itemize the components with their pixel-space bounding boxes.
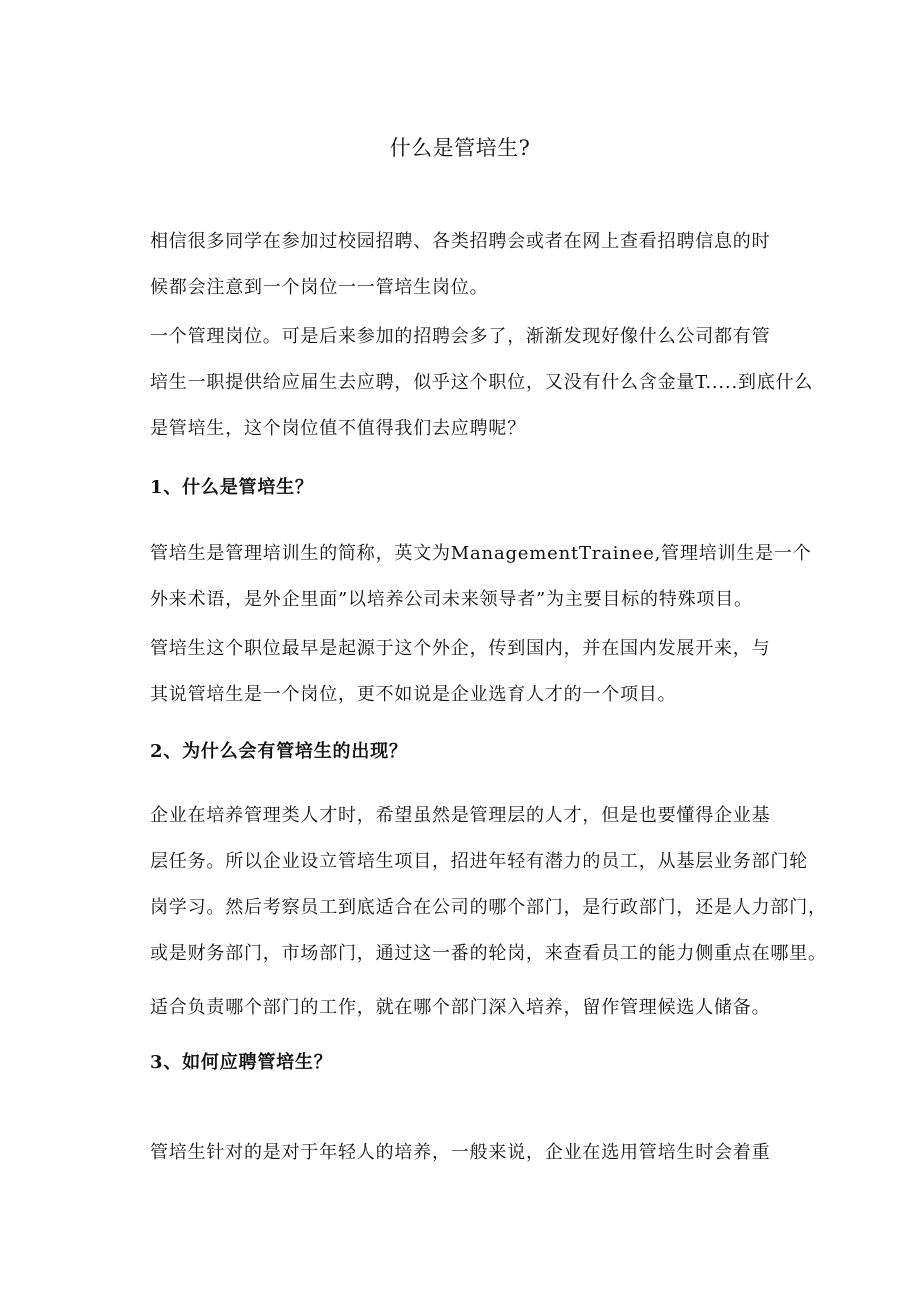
paragraph-line: 一个管理岗位。可是后来参加的招聘会多了，渐渐发现好像什么公司都有管	[150, 326, 771, 347]
document-title: 什么是管培生?	[389, 136, 531, 160]
paragraph-line: 岗学习。然后考察员工到底适合在公司的哪个部门，是行政部门，还是人力部门，	[150, 897, 827, 918]
paragraph-line: 或是财务部门，市场部门，通过这一番的轮岗，来查看员工的能力侧重点在哪里。	[150, 943, 827, 964]
section-3-heading: 3、如何应聘管培生？	[150, 1052, 333, 1073]
paragraph-line: 管培生针对的是对于年轻人的培养，一般来说，企业在选用管培生时会着重	[150, 1142, 771, 1163]
section-1-heading: 1、什么是管培生？	[150, 477, 314, 498]
section-1-paragraph-1	[150, 531, 820, 623]
paragraph-line: 管培生是管理培训生的简称，英文为ManagementTrainee,管理培训生是一个	[150, 543, 812, 564]
paragraph-line: 相信很多同学在参加过校园招聘、各类招聘会或者在网上查看招聘信息的时	[150, 231, 771, 252]
intro-paragraph-1	[150, 219, 820, 311]
section-2-paragraph-1	[150, 793, 827, 977]
paragraph-line: 管培生这个职位最早是起源于这个外企，传到国内，并在国内发展开来，与	[150, 638, 771, 659]
paragraph-line: 层任务。所以企业设立管培生项目，招进年轻有潜力的员工，从基层业务部门轮	[150, 851, 808, 872]
paragraph-line: 培生一职提供给应届生去应聘，似乎这个职位，又没有什么含金量T.....到底什么	[150, 372, 814, 393]
paragraph-line: 适合负责哪个部门的工作，就在哪个部门深入培养，留作管理候选人储备。	[150, 997, 771, 1018]
paragraph-line: 企业在培养管理类人才时，希望虽然是管理层的人才，但是也要懂得企业基	[150, 805, 771, 826]
paragraph-line: 候都会注意到一个岗位一一管培生岗位。	[150, 277, 489, 298]
section-2-paragraph-2	[150, 985, 820, 1031]
paragraph-line: 是管培生，这个岗位值不值得我们去应聘呢？	[150, 418, 526, 439]
paragraph-line: 其说管培生是一个岗位，更不如说是企业选育人才的一个项目。	[150, 684, 677, 705]
section-1-paragraph-2	[150, 626, 820, 718]
paragraph-line: 外来术语，是外企里面”以培养公司未来领导者”为主要目标的特殊项目。	[150, 589, 753, 610]
section-3-paragraph-1	[150, 1130, 820, 1176]
section-2-heading: 2、为什么会有管培生的出现？	[150, 741, 408, 762]
intro-paragraph-2	[150, 314, 820, 452]
